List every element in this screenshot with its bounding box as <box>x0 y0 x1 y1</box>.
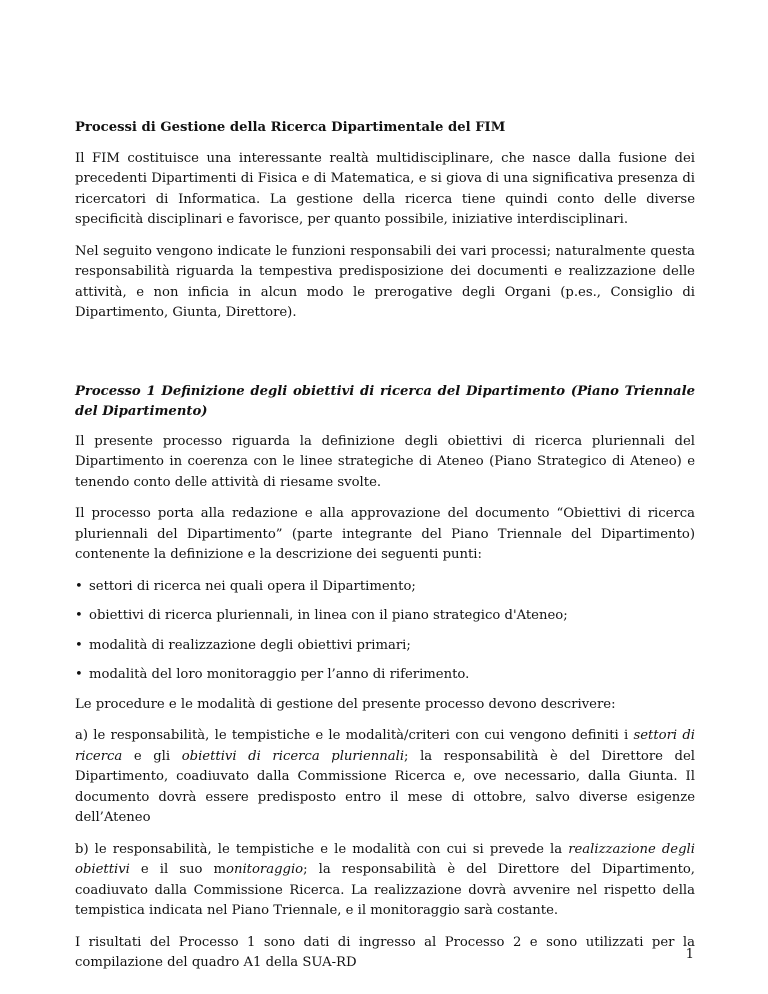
bullet-icon: • <box>75 608 83 623</box>
page-number: 1 <box>685 947 694 962</box>
list-item: • modalità del loro monitoraggio per l’anno di riferimento. <box>75 665 695 686</box>
results-paragraph: I risultati del Processo 1 sono dati di ingresso al Processo 2 e sono utilizzati per la compilazione del quadro A1 della SUA-RD <box>75 934 695 970</box>
procedures-intro: Le procedure e le modalità di gestione del presente processo devono descrivere: <box>75 696 616 712</box>
bullet-icon: • <box>75 578 83 594</box>
intro-paragraph-2: Nel seguito vengono indicate le funzioni responsabili dei vari processi; naturalmente questa responsabilità riguarda la tempestiva predisposizione dei documenti e realizzazione delle attività, e non inficia in alcun modo le prerogative degli Organi (p.es., Consiglio di Dipartimento, Giunta, Direttore). <box>75 243 695 320</box>
bullet-icon: • <box>75 667 83 682</box>
document-title: Processi di Gestione della Ricerca Dipartimentale del FIM <box>75 120 506 135</box>
document-page <box>75 118 695 985</box>
process-paragraph-1: Il presente processo riguarda la definizione degli obiettivi di ricerca pluriennali del Dipartimento in coerenza con le linee strategiche di Ateneo (Piano Strategico di Ateneo) e tenendo conto delle attività di riesame svolte. <box>75 433 695 490</box>
list-item: • settori di ricerca nei quali opera il Dipartimento; <box>75 577 695 598</box>
bullet-icon: • <box>75 637 83 653</box>
intro-paragraph-1: Il FIM costituisce una interessante realtà multidisciplinare, che nasce dalla fusione dei precedenti Dipartimenti di Fisica e di Matematica, e si giova di una significativa presenza di ricercatori di Informatica. La gestione della ricerca tiene quindi conto delle diverse specificità disciplinari e favorisce, per quanto possibile, iniziative interdisciplinari. <box>75 150 695 227</box>
process-heading: Processo 1 Definizione degli obiettivi di ricerca del Dipartimento (Piano Triennale del Dipartimento) <box>75 383 695 419</box>
item-b-paragraph: b) le responsabilità, le tempistiche e le modalità con cui si prevede la realizzazione degli obiettivi e il suo monitoraggio; la responsabilità è del Direttore del Dipartimento, coadiuvato dalla Commissione Ricerca. La realizzazione dovrà avvenire nel rispetto della tempistica indicata nel Piano Triennale, e il monitoraggio sarà costante. <box>75 841 696 918</box>
list-item: • obiettivi di ricerca pluriennali, in linea con il piano strategico d'Ateneo; <box>75 606 695 627</box>
process-paragraph-2: Il processo porta alla redazione e alla approvazione del documento “Obiettivi di ricerca pluriennali del Dipartimento” (parte integrante del Piano Triennale del Dipartimento) contenente la definizione e la descrizione dei seguenti punti: <box>75 506 695 562</box>
item-a-paragraph: a) le responsabilità, le tempistiche e le modalità/criteri con cui vengono definiti i settori di ricerca e gli obiettivi di ricerca pluriennali; la responsabilità è del Direttore del Dipartimento, coadiuvato dalla Commissione Ricerca e, ove necessario, dalla Giunta. Il documento dovrà essere predisposto entro il mese di ottobre, salvo diverse esigenze dell’Ateneo <box>75 728 695 825</box>
bullet-list <box>75 577 695 686</box>
list-item: • modalità di realizzazione degli obiettivi primari; <box>75 636 695 657</box>
